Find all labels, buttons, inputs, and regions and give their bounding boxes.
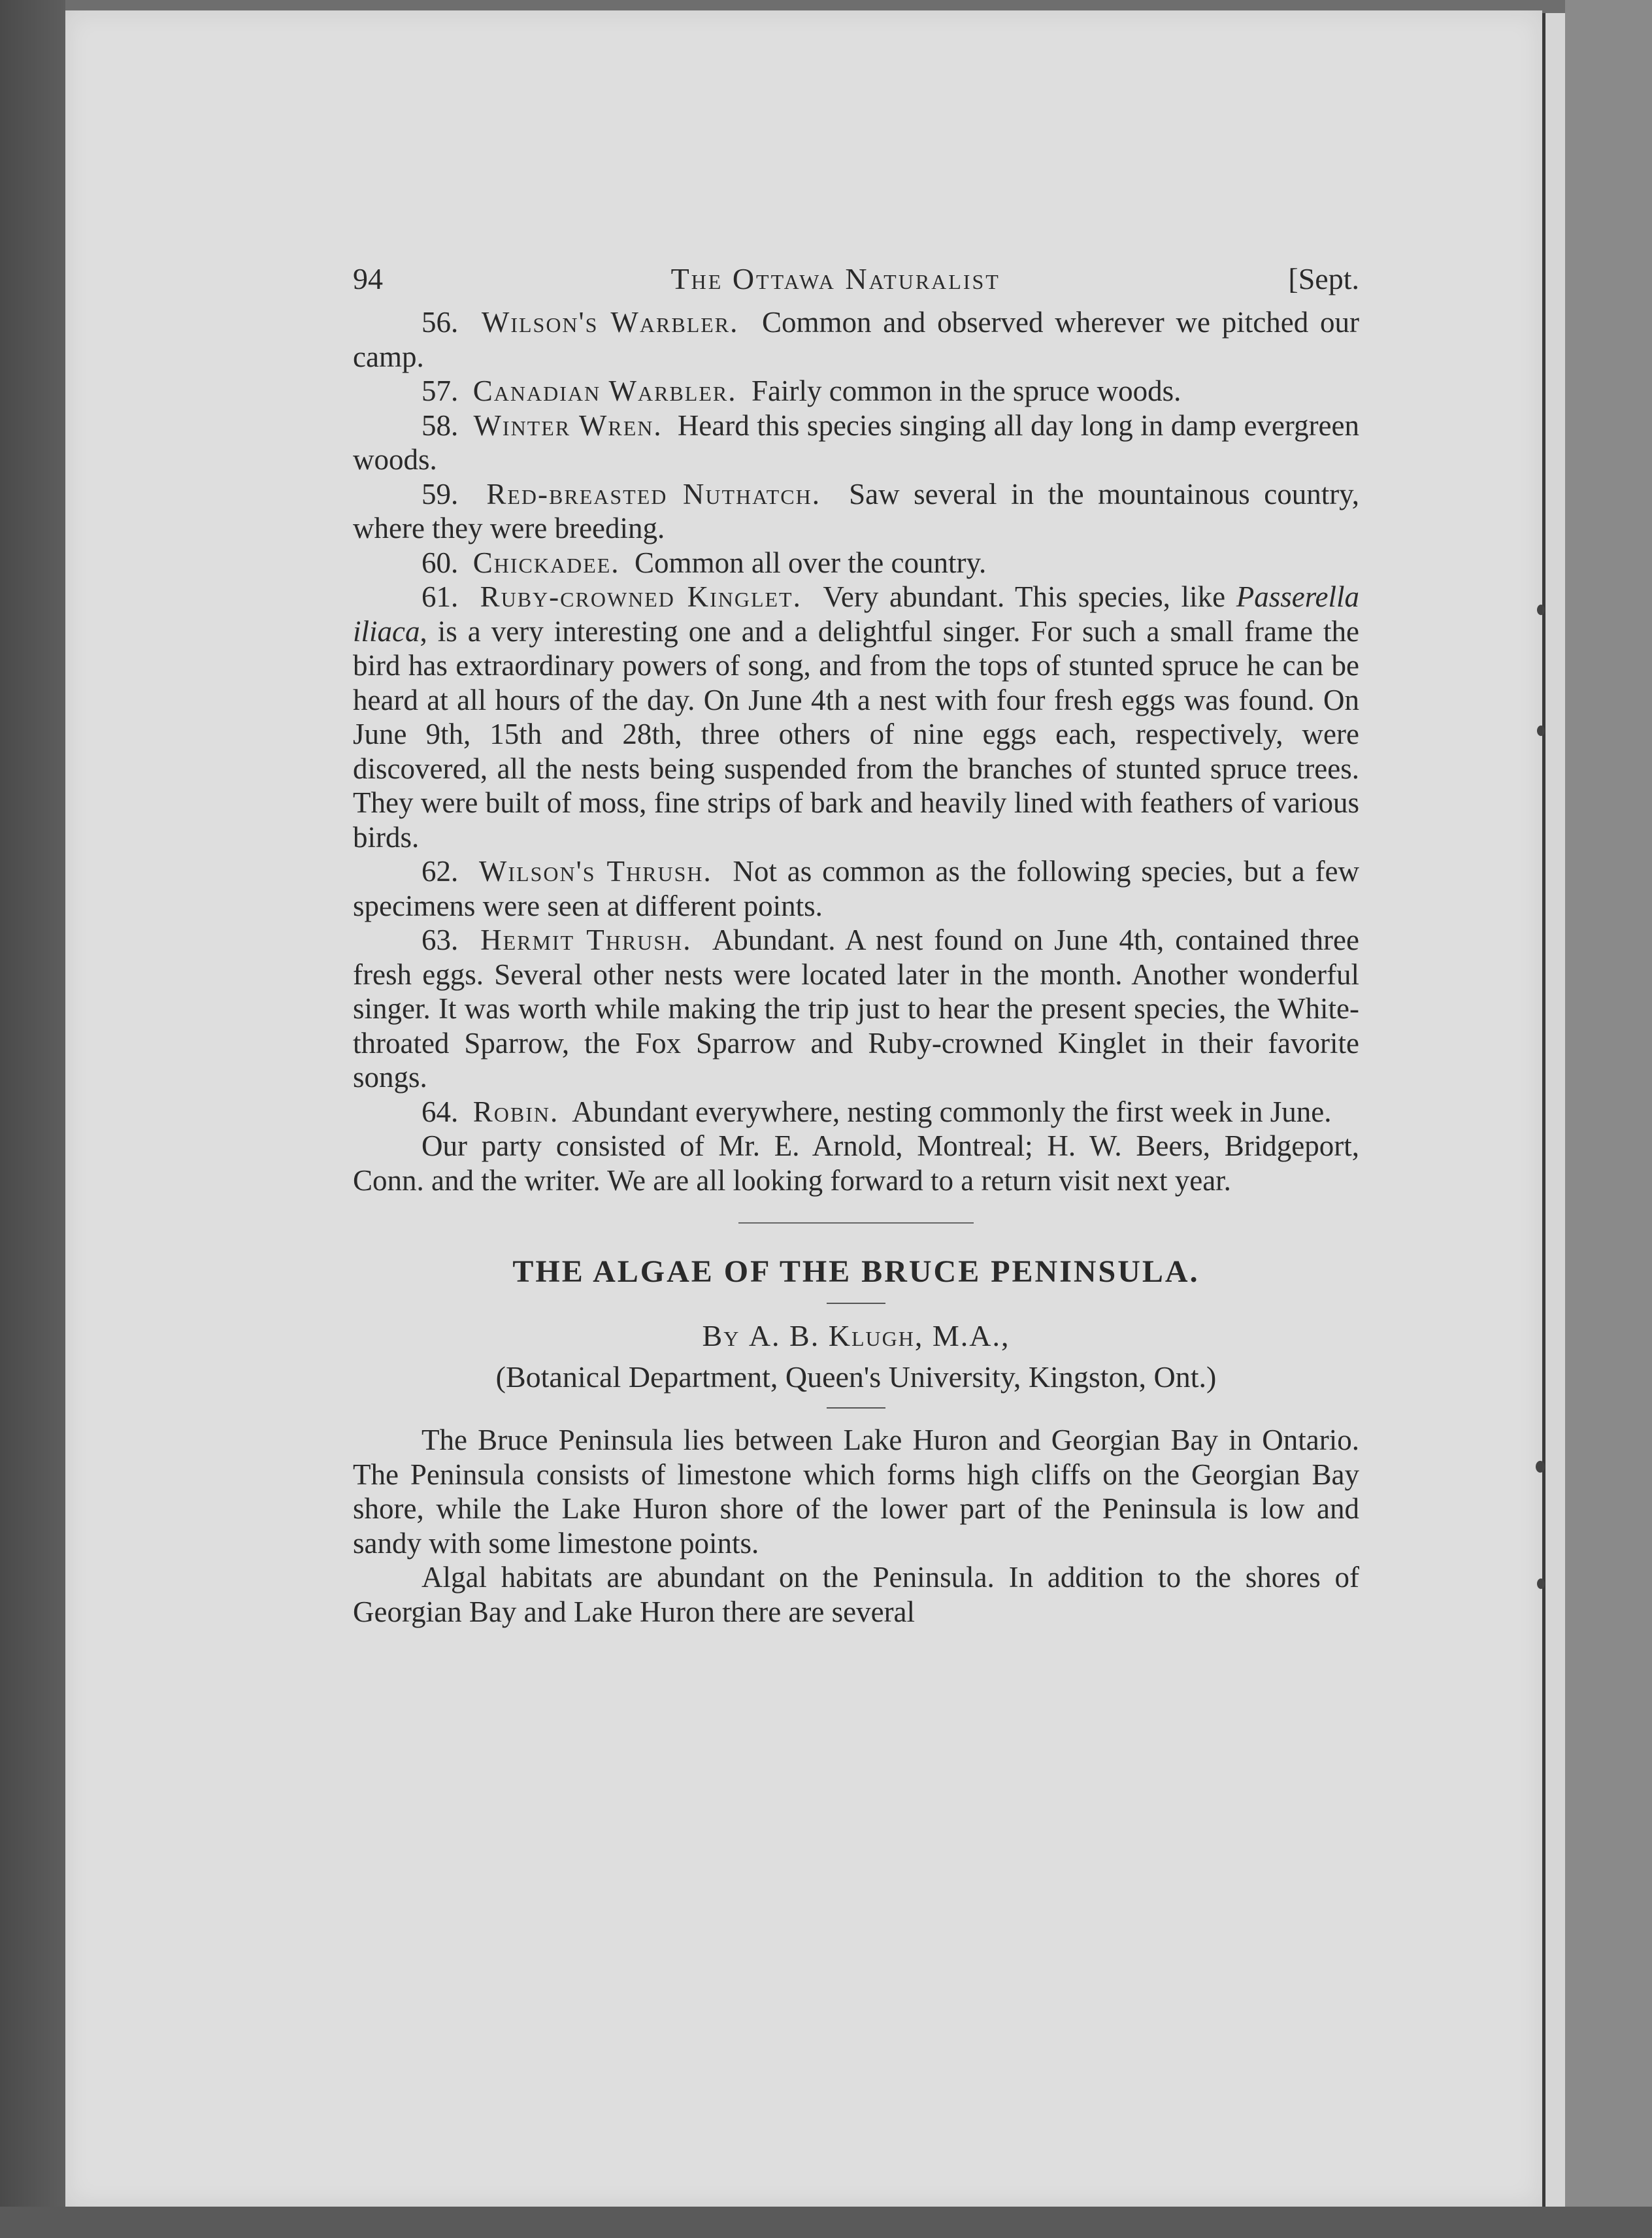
entry-number: 63. xyxy=(421,924,459,956)
page-number: 94 xyxy=(353,262,383,295)
byline-prefix: By xyxy=(702,1319,740,1352)
entry-text: Fairly common in the spruce woods. xyxy=(751,375,1181,407)
species-entry xyxy=(353,409,1359,477)
species-name: Red-breasted Nuthatch. xyxy=(486,477,821,510)
article-paragraph: The Bruce Peninsula lies between Lake Huron and Georgian Bay in Ontario. The Peninsula consists of limestone which forms high cliffs on the Georgian Bay shore, while the Lake Huron shore of the lower part of the Peninsula is low and sandy with some limestone points. xyxy=(353,1424,1359,1560)
closing-paragraph: Our party consisted of Mr. E. Arnold, Montreal; H. W. Beers, Bridgeport, Conn. and the writer. We are all looking forward to a return visit next year. xyxy=(353,1129,1359,1197)
species-name: Robin. xyxy=(472,1095,559,1128)
issue-month: [Sept. xyxy=(1288,262,1359,295)
gutter-mark xyxy=(1537,1578,1545,1589)
title-rule xyxy=(827,1303,885,1304)
entry-number: 61. xyxy=(421,580,459,613)
section-divider xyxy=(738,1222,974,1224)
entry-text: Not as common as the following species, but a few specimens were seen at different points. xyxy=(353,855,1359,922)
gutter-mark xyxy=(1536,1461,1545,1473)
next-page-sliver xyxy=(1545,13,1565,2222)
entry-number: 58. xyxy=(421,409,459,442)
species-list xyxy=(353,305,1359,1197)
affiliation: (Botanical Department, Queen's University, Kingston, Ont.) xyxy=(495,1360,1217,1394)
species-entry xyxy=(353,305,1359,374)
entry-number: 57. xyxy=(421,375,459,407)
entry-text: Abundant everywhere, nesting commonly the first week in June. xyxy=(572,1095,1332,1128)
entry-number: 62. xyxy=(421,855,459,888)
running-head xyxy=(353,261,1359,296)
species-name: Hermit Thrush. xyxy=(480,924,692,956)
entry-text: Abundant. A nest found on June 4th, contained three fresh eggs. Several other nests were located later in the month. Another wonderful singer. It was worth while making the trip just to hear the present species, the White-throated Sparrow, the Fox Sparrow and Ruby-crowned Kinglet in their favorite songs. xyxy=(353,924,1359,1094)
entry-number: 64. xyxy=(421,1095,459,1128)
entry-text: Saw several in the mountainous country, where they were breeding. xyxy=(353,477,1360,544)
author-name: A. B. Klugh, M.A., xyxy=(748,1319,1010,1352)
species-entry xyxy=(353,854,1359,923)
species-name: Wilson's Warbler. xyxy=(481,306,739,339)
entry-number: 56. xyxy=(421,306,459,339)
article-body xyxy=(353,1423,1359,1629)
species-italic-name: Passerella iliaca xyxy=(353,580,1360,648)
entry-number: 60. xyxy=(421,546,459,579)
entry-number: 59. xyxy=(421,477,459,510)
byline xyxy=(353,1318,1359,1353)
species-entry xyxy=(353,374,1359,409)
species-entry xyxy=(353,923,1359,1095)
species-name: Ruby-crowned Kinglet. xyxy=(480,580,802,613)
gutter-mark xyxy=(1537,726,1545,736)
page-content xyxy=(353,261,1359,1629)
species-entry xyxy=(353,580,1359,854)
entry-text: , is a very interesting one and a delightful singer. For such a small frame the bird has extraordinary powers of song, and from the tops of stunted spruce he can be heard at all hours of the day. On June 4th a nest with four fresh eggs was found. On June 9th, 15th and 28th, three others of nine eggs each, respectively, were discovered, all the nests being suspended from the branches of stunted spruce trees. They were built of moss, fine strips of bark and heavily lined with feathers of various birds. xyxy=(353,614,1359,854)
article-title: THE ALGAE OF THE BRUCE PENINSULA. xyxy=(512,1254,1200,1289)
species-entry xyxy=(353,546,1359,580)
scan-left-edge xyxy=(0,0,65,2238)
journal-title: The Ottawa Naturalist xyxy=(670,262,1000,295)
article-paragraph: Algal habitats are abundant on the Peninsula. In addition to the shores of Georgian Bay and Lake Huron there are several xyxy=(353,1561,1359,1628)
scan-right-background xyxy=(1565,0,1652,2238)
byline-rule xyxy=(827,1407,885,1409)
entry-text: Very abundant. This species, like xyxy=(823,580,1236,613)
species-name: Winter Wren. xyxy=(473,409,663,442)
species-entry xyxy=(353,1095,1359,1129)
entry-text: Common and observed wherever we pitched our camp. xyxy=(353,306,1359,373)
species-entry xyxy=(353,477,1359,546)
gutter-mark xyxy=(1537,605,1545,615)
entry-text: Common all over the country. xyxy=(635,546,987,579)
species-name: Canadian Warbler. xyxy=(472,375,737,407)
scan-bottom-edge xyxy=(0,2207,1652,2238)
species-name: Chickadee. xyxy=(472,546,620,579)
species-name: Wilson's Thrush. xyxy=(478,855,712,888)
entry-text: Heard this species singing all day long in damp evergreen woods. xyxy=(353,409,1360,476)
